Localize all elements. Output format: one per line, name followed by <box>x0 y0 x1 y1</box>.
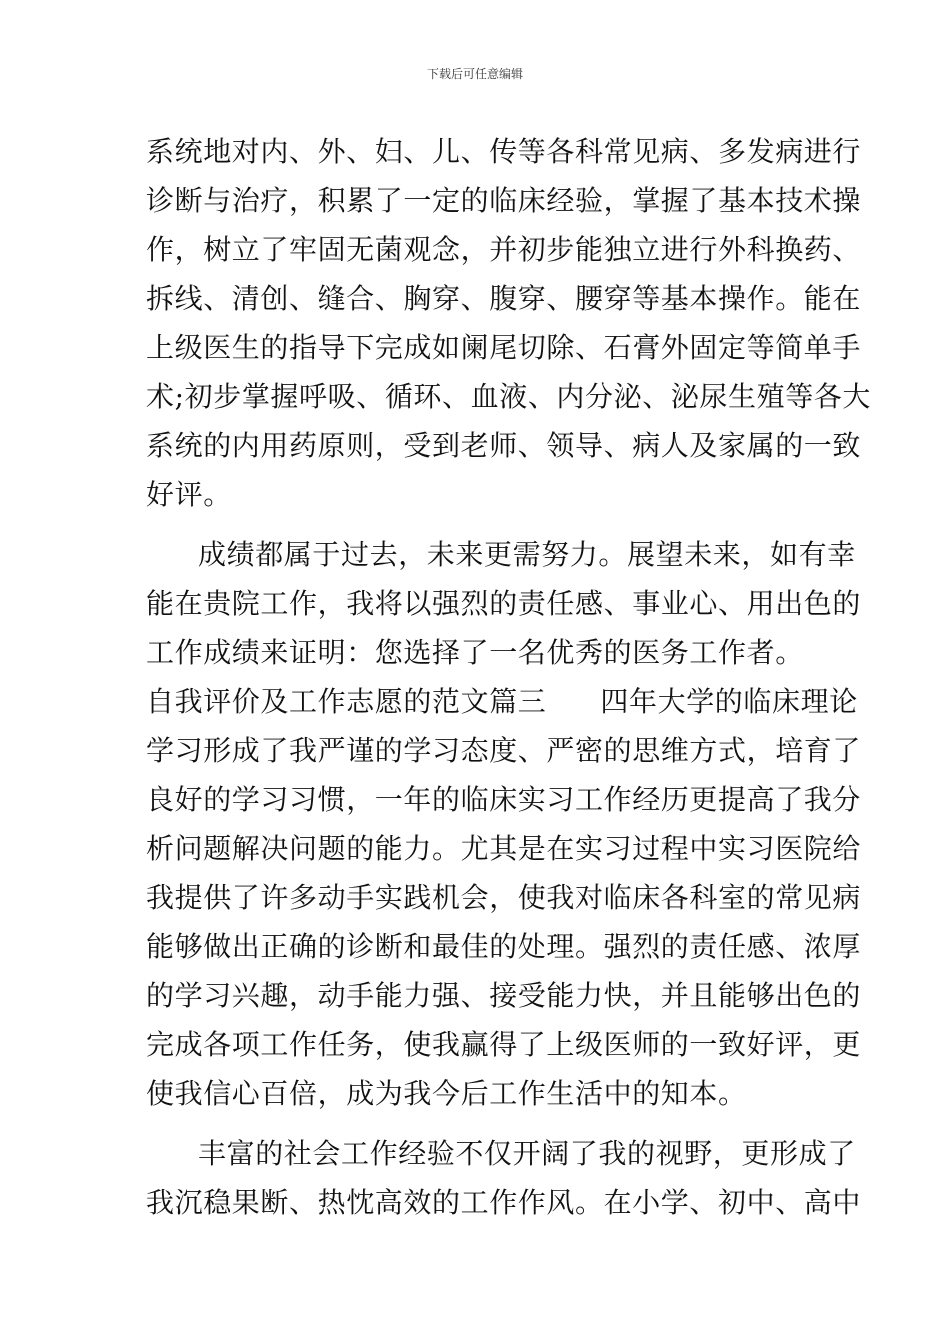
text-line: 术;初步掌握呼吸、循环、血液、内分泌、泌尿生殖等各大 <box>146 380 872 413</box>
text-line: 成绩都属于过去，未来更需努力。展望未来，如有幸 <box>198 538 856 571</box>
section-heading: 自我评价及工作志愿的范文篇三 <box>146 685 547 718</box>
text-line: 系统的内用药原则，受到老师、领导、病人及家属的一致 <box>146 429 862 462</box>
text-line: 作，树立了牢固无菌观念，并初步能独立进行外科换药、 <box>146 233 862 266</box>
paragraph <box>146 677 862 1118</box>
text-line: 丰富的社会工作经验不仅开阔了我的视野，更形成了 <box>198 1137 856 1170</box>
text-line: 良好的学习习惯，一年的临床实习工作经历更提高了我分 <box>146 783 862 816</box>
text-line: 学习形成了我严谨的学习态度、严密的思维方式，培育了 <box>146 734 862 767</box>
text-line: 好评。 <box>146 478 232 511</box>
text-line: 的学习兴趣，动手能力强、接受能力快，并且能够出色的 <box>146 979 862 1012</box>
text-line: 上级医生的指导下完成如阑尾切除、石膏外固定等简单手 <box>146 331 862 364</box>
text-fragment: 四年大学的临床理论 <box>600 685 858 718</box>
text-line: 我沉稳果断、热忱高效的工作作风。在小学、初中、高中 <box>146 1186 862 1219</box>
text-line: 能在贵院工作，我将以强烈的责任感、事业心、用出色的 <box>146 587 862 620</box>
text-line: 析问题解决问题的能力。尤其是在实习过程中实习医院给 <box>146 832 862 865</box>
page-header: 下载后可任意编辑 <box>426 67 523 81</box>
paragraph <box>146 530 862 677</box>
document-body <box>146 127 872 1227</box>
paragraph <box>146 1129 862 1227</box>
paragraph <box>146 127 872 519</box>
text-line: 完成各项工作任务，使我赢得了上级医师的一致好评，更 <box>146 1028 862 1061</box>
heading-line <box>146 677 858 726</box>
text-line: 拆线、清创、缝合、胸穿、腹穿、腰穿等基本操作。能在 <box>146 282 862 315</box>
text-line: 我提供了许多动手实践机会，使我对临床各科室的常见病 <box>146 881 862 914</box>
text-line: 系统地对内、外、妇、儿、传等各科常见病、多发病进行 <box>146 135 862 168</box>
text-line: 工作成绩来证明：您选择了一名优秀的医务工作者。 <box>146 636 804 669</box>
text-line: 使我信心百倍，成为我今后工作生活中的知本。 <box>146 1077 747 1110</box>
text-line: 诊断与治疗，积累了一定的临床经验，掌握了基本技术操 <box>146 184 862 217</box>
text-line: 能够做出正确的诊断和最佳的处理。强烈的责任感、浓厚 <box>146 930 862 963</box>
